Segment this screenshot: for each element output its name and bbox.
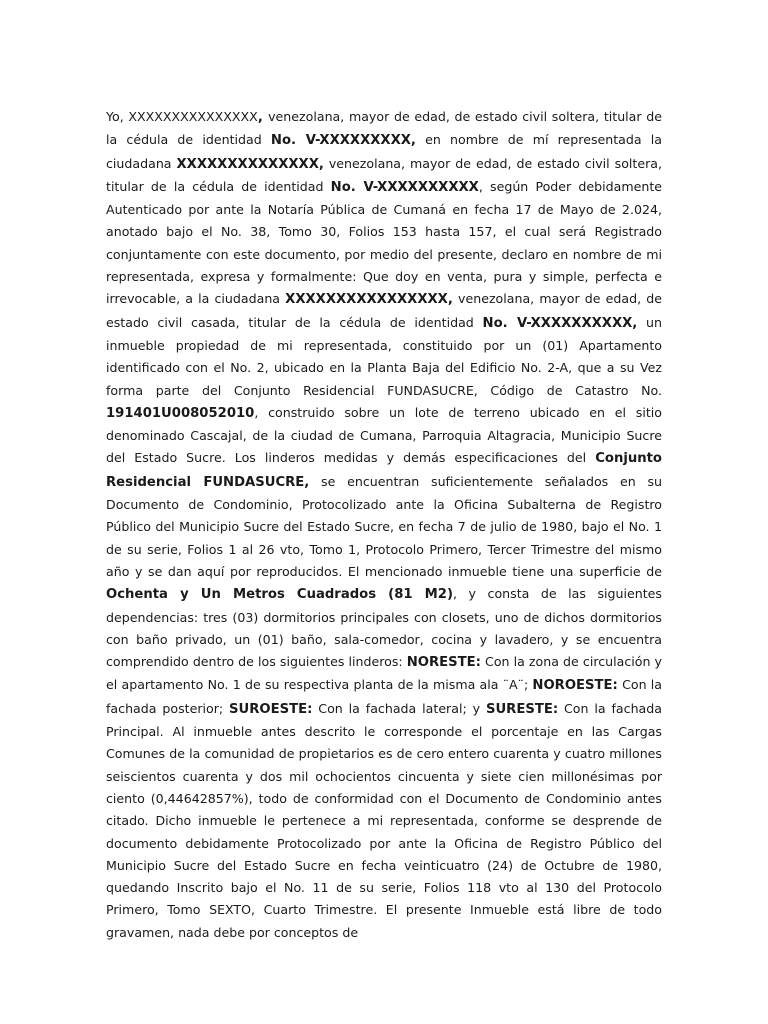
text-run: en nombre de mí representada la ciudadana (106, 132, 662, 171)
bold-text-run: NORESTE: (406, 655, 481, 671)
bold-text-run: Ochenta y Un Metros Cuadrados (81 M2) (106, 587, 454, 603)
bold-text-run: Conjunto Residencial FUNDASUCRE, (106, 451, 662, 490)
text-run: , construido sobre un lote de terreno ubicado en el sitio denominado Cascajal, de la ciudad de Cumana, Parroquia Altagracia, Municipio Sucre del Estado Sucre. Los linderos medidas y demás especificaciones del (106, 404, 662, 466)
text-run: Con la zona de circulación y el apartamento No. 1 de su respectiva planta de la misma ala ¨A¨; (106, 654, 663, 693)
bold-text-run: No. V-XXXXXXXXXX (330, 179, 479, 195)
bold-text-run: XXXXXXXXXXXXXX, (176, 156, 324, 172)
text-run: venezolana, mayor de edad, de estado civil soltera, titular de la cédula de identidad (106, 109, 662, 148)
text-run: , y consta de las siguientes dependencias: tres (03) dormitorios principales con closets, uno de dichos dormitorios con baño privado, un (01) baño, sala-comedor, cocina y lavadero, y se encuentra comprendido dentro de los siguientes linderos: (106, 586, 662, 670)
text-run: , según Poder debidamente Autenticado por ante la Notaría Pública de Cumaná en fecha 17 de Mayo de 2.024, anotado bajo el No. 38, Tomo 30, Folios 153 hasta 157, el cual será Registrado conjuntamente con este documento, por medio del presente, declaro en nombre de mi representada, expresa y formalmente: Que doy en venta, pura y simple, perfecta e irrevocable, a la ciudadana (106, 178, 663, 307)
bold-text-run: No. V-XXXXXXXXXX, (482, 315, 638, 331)
text-run: Con la fachada Principal. Al inmueble antes descrito le corresponde el porcentaje en las Cargas Comunes de la comunidad de propietarios es de cero entero cuarenta y cuatro millones seiscientos cuarenta y dos mil ochocientos cincuenta y siete cien millonésimas por ciento (0,44642857%), todo de conformidad con el Documento de Condominio antes citado. Dicho inmueble le pertenece a mi representada, conforme se desprende de documento debidamente Protocolizado por ante la Oficina de Registro Público del Municipio Sucre del Estado Sucre en fecha veinticuatro (24) de Octubre de 1980, quedando Inscrito bajo el No. 11 de su serie, Folios 118 vto al 130 del Protocolo Primero, Tomo SEXTO, Cuarto Trimestre. El presente Inmueble está libre de todo gravamen, nada debe por conceptos de (106, 700, 662, 940)
text-run: Con la fachada posterior; (106, 677, 662, 716)
text-run: Yo, XXXXXXXXXXXXXXX (106, 109, 258, 124)
bold-text-run: SUROESTE: (229, 701, 313, 717)
bold-text-run: 191401U008052010 (106, 405, 255, 421)
bold-text-run: No. V-XXXXXXXXX, (270, 133, 416, 149)
text-run: venezolana, mayor de edad, de estado civil soltera, titular de la cédula de identidad (106, 155, 663, 194)
bold-text-run: , (257, 110, 269, 125)
text-run: Con la fachada lateral; y (312, 700, 486, 716)
bold-text-run: XXXXXXXXXXXXXXXX, (285, 292, 453, 308)
document-body-paragraph (106, 106, 662, 944)
text-run: venezolana, mayor de edad, de estado civil casada, titular de la cédula de identidad (106, 291, 662, 330)
bold-text-run: SURESTE: (485, 701, 559, 717)
bold-text-run: NOROESTE: (532, 678, 618, 694)
text-run: se encuentran suficientemente señalados en su Documento de Condominio, Protocolizado ante la Oficina Subalterna de Registro Público del Municipio Sucre del Estado Sucre, en fecha 7 de julio de 1980, bajo el No. 1 de su serie, Folios 1 al 26 vto, Tomo 1, Protocolo Primero, Tercer Trimestre del mismo año y se dan aquí por reproducidos. El mencionado inmueble tiene una superficie de (106, 473, 662, 579)
text-run: un inmueble propiedad de mi representada, constituido por un (01) Apartamento identificado con el No. 2, ubicado en la Planta Baja del Edificio No. 2-A, que a su Vez forma parte del Conjunto Residencial FUNDASUCRE, Código de Catastro No. (106, 314, 663, 398)
